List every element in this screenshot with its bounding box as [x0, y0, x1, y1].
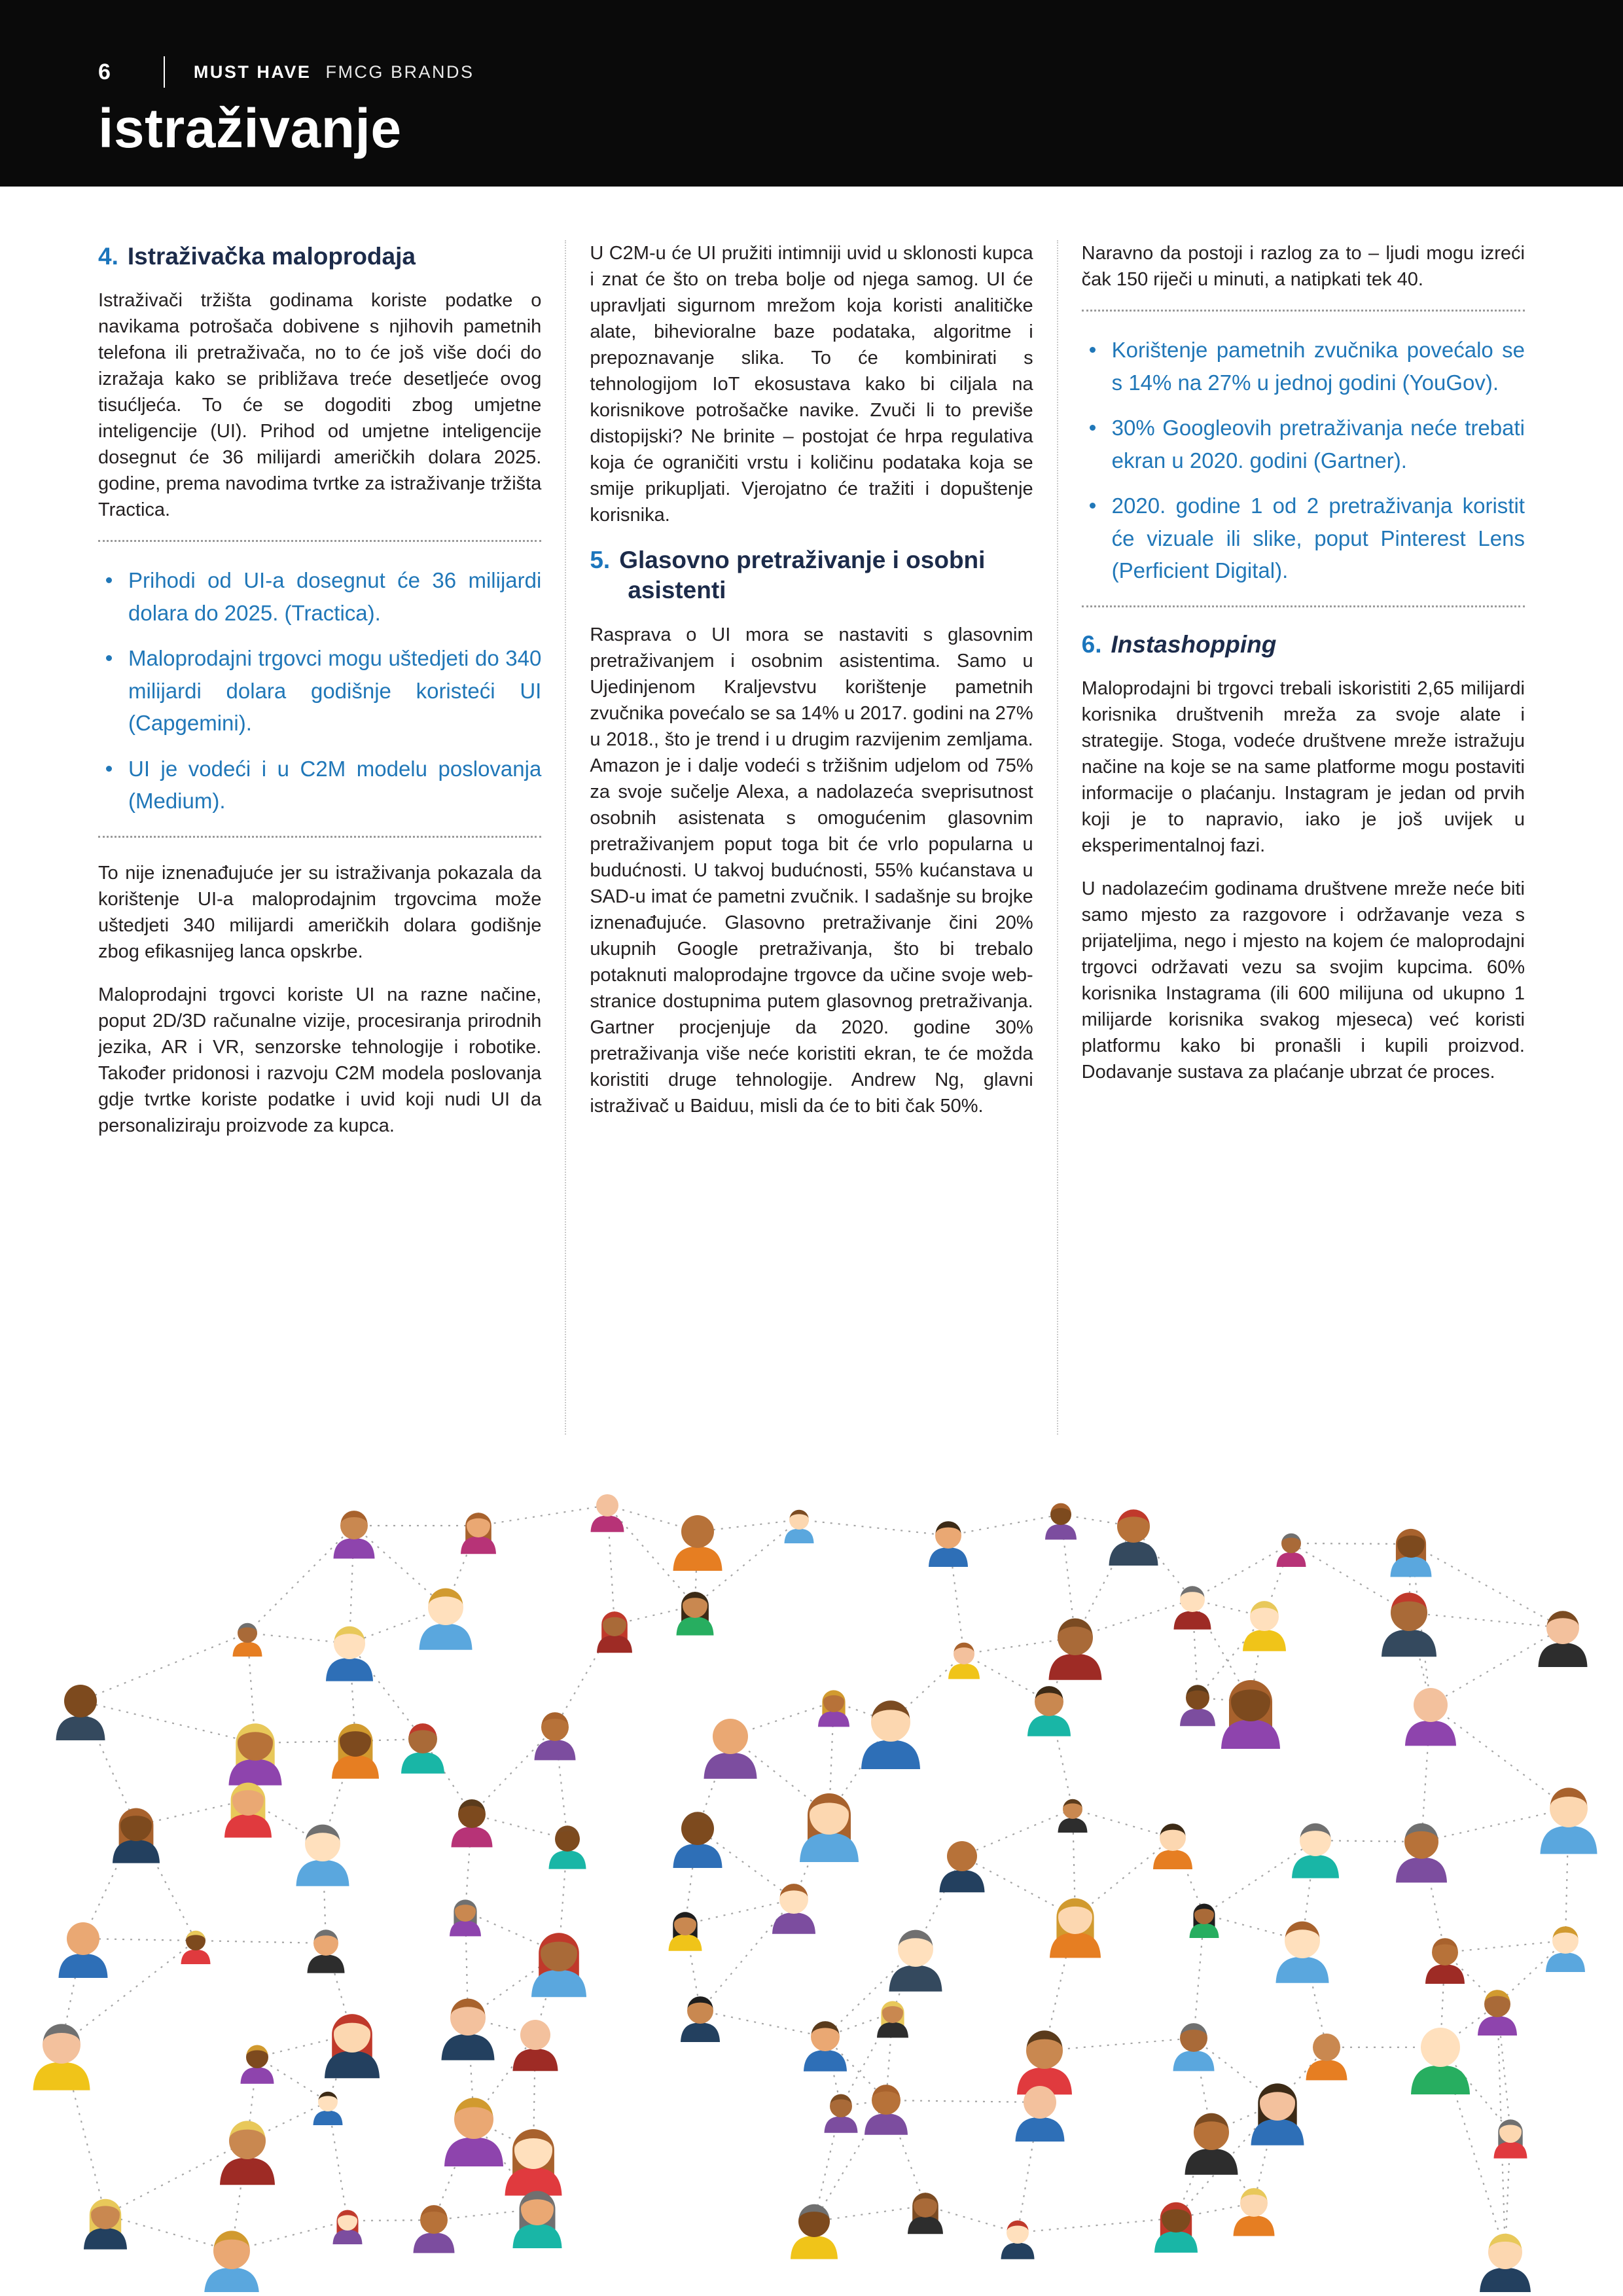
header-divider: [164, 56, 165, 88]
paragraph: U C2M-u će UI pružiti intimniji uvid u sklonosti kupca i znat će što on treba bolje od njega samog. UI će upravljati sigurnom mrežom koja koristi analitičke alate, bihevioralne baze podataka, algoritme i prepoznavanje slika. To će kombinirati s tehnologijom IoT ekosustava kako bi ciljala na korisnikove potrošačke navike. Zvuči li to previše distopijski? Ne brinite – postojat će hrpa regulativa koja će ograničiti vrstu i količinu podataka koja se smije prikupljati. Vjerojatno će tražiti i dopuštenje korisnika.: [590, 243, 1033, 526]
heading-number: 4.: [98, 243, 118, 270]
header-meta-row: [98, 56, 1525, 88]
column-1: [98, 240, 565, 1435]
callout-bullet: [1082, 490, 1525, 587]
paragraph: U nadolazećim godinama društvene mreže neće biti samo mjesto za razgovore i održavanje veza s prijateljima, nego i mjesto na kojem će maloprodajni trgovci održavati vezu sa svojim kupcima. 60% korisnika Instagrama (ili 600 milijuna od ukupno 1 milijarde korisnika svakog mjeseca) već koristi platformu kako bi pronašli i kupili proizvod. Dodavanje sustava za plaćanje ubrzat će proces.: [1081, 878, 1525, 1083]
callout-bullet: [98, 753, 541, 817]
heading-text: Istraživačka maloprodaja: [127, 243, 416, 270]
callout-bullet: [1082, 334, 1525, 399]
paragraph: Maloprodajni trgovci koriste UI na razne načine, poput 2D/3D računalne vizije, procesiranja prirodnih jezika, AR i VR, senzorske tehnologije i robotike. Također pridonosi i razvoju C2M modela poslovanja gdje tvrtke koriste podatke i uvid koji nudi UI da personaliziraju proizvode za kupca.: [98, 984, 542, 1137]
heading-5-glasovno-pretrazivanje: [590, 545, 1033, 606]
magazine-name-regular: FMCG BRANDS: [325, 62, 474, 82]
callout-bullet-text: 30% Googleovih pretraživanja neće trebati ekran u 2020. godini (Gartner).: [1111, 416, 1525, 473]
heading-text: Glasovno pretraživanje i osobni asistenti: [619, 547, 986, 604]
bullet-dot-icon: [1090, 347, 1096, 353]
magazine-name-bold: MUST HAVE: [193, 62, 312, 82]
bullet-dot-icon: [106, 577, 112, 583]
bullet-dot-icon: [1090, 425, 1096, 431]
bullet-dot-icon: [106, 655, 112, 661]
callout-bullet: [98, 642, 541, 740]
paragraph: Rasprava o UI mora se nastaviti s glasovnim pretraživanjem i osobnim asistentima. Samo u Ujedinjenom Kraljevstvu korištenje pametnih zvučnika povećalo se sa 14% u 2017. godini na 27% u 2018., što je trend i u drugim razvijenim zemljama. Amazon je i dalje vodeći s tržišnim udjelom od 75% za svoje sučelje Alexa, a nadolazeća sveprisutnost osobnih asistenata s omogućenim glasovnim pretraživanjem poput toga bit će vrlo popularna u budućnosti. U takvoj budućnosti, 55% kućanstava u SAD-u imat će pametni zvučnik. I sadašnje su brojke iznenađujuće. Glasovno pretraživanje čini 20% ukupnih Google pretraživanja, što bi trebalo potaknuti maloprodajne trgovce da učine svoje web-stranice dostupnima putem glasovnog pretraživanja. Gartner procjenjuje da 2020. godine 30% pretraživanja više neće koristiti ekran, te će možda koristiti druge tehnologije. Andrew Ng, glavni istraživač u Baiduu, misli da će to biti čak 50%.: [590, 624, 1033, 1117]
section-title: istraživanje: [98, 98, 402, 159]
page-header: [0, 0, 1623, 187]
callout-bullet-text: UI je vodeći i u C2M modelu poslovanja (Medium).: [128, 756, 542, 814]
column-2: [565, 240, 1056, 1435]
paragraph: Istraživači tržišta godinama koriste podatke o navikama potrošača dobivene s njihovih pametnih telefona ili pretraživača, no to će još više doći do izražaja kako se približava treće desetljeće ovog tisućljeća. To će se dogoditi zbog umjetne inteligencije (UI). Prihod od umjetne inteligencije dosegnut će 36 milijardi američkih dolara 2025. godine, prema navodima tvrtke za istraživanje tržišta Tractica.: [98, 290, 542, 521]
callout-bullet-text: 2020. godine 1 od 2 pretraživanja koristit će vizuale ili slike, poput Pinterest Lens (Perficient Digital).: [1111, 493, 1525, 583]
article-columns: [98, 240, 1525, 1435]
callout-bullet: [98, 564, 541, 629]
bullet-dot-icon: [1090, 503, 1096, 509]
people-network-illustration: [0, 1461, 1623, 2292]
heading-number: 5.: [590, 547, 611, 574]
heading-number: 6.: [1081, 630, 1102, 658]
callout-bullet-text: Prihodi od UI-a dosegnut će 36 milijardi dolara do 2025. (Tractica).: [128, 568, 542, 625]
people-network-svg: [0, 1461, 1623, 2292]
bullet-dot-icon: [106, 766, 112, 772]
heading-4-istrazivacka-maloprodaja: [98, 242, 541, 272]
stat-callout-voice: [1082, 310, 1525, 607]
magazine-name: [194, 62, 474, 82]
page-number: 6: [98, 59, 111, 84]
paragraph: Naravno da postoji i razlog za to – ljudi mogu izreći čak 150 riječi u minuti, a natipkati tek 40.: [1081, 243, 1525, 291]
paragraph: To nije iznenađujuće jer su istraživanja pokazala da korištenje UI-a maloprodajnim trgovcima može uštedjeti 340 milijardi američkih dolara godišnje zbog efikasnijeg lanca opskrbe.: [98, 862, 542, 962]
callout-bullet-text: Maloprodajni trgovci mogu uštedjeti do 340 milijardi dolara godišnje koristeći UI (Capgemini).: [128, 646, 542, 736]
paragraph: Maloprodajni bi trgovci trebali iskoristiti 2,65 milijardi korisnika društvenih mreža za svoje alate i strategije. Stoga, vodeće društvene mreže istražuju načine na koje se na same platforme mogu postaviti informacije o plaćanju. Instagram je jedan od prvih koji je to napravio, iako je još uvijek u eksperimentalnoj fazi.: [1081, 677, 1525, 856]
stat-callout-ai: [98, 540, 541, 838]
heading-6-instashopping: [1082, 630, 1525, 660]
callout-bullet-text: Korištenje pametnih zvučnika povećalo se s 14% na 27% u jednoj godini (YouGov).: [1111, 338, 1525, 395]
heading-text: Instashopping: [1111, 630, 1277, 658]
callout-bullet: [1082, 412, 1525, 476]
column-3: [1057, 240, 1525, 1435]
